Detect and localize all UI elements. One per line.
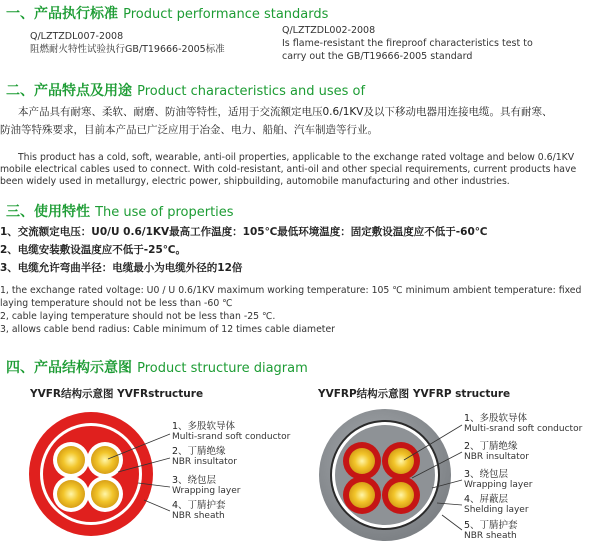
yvfrp-cable-cross-section (319, 409, 462, 541)
yvfrp-label-2 (464, 441, 529, 463)
standard-left-line: 阻燃耐火特性试验执行GB/T19666-2005标准 (30, 44, 225, 55)
label-en: NBR sheath (172, 511, 225, 521)
yvfr-label-3 (172, 475, 241, 497)
section4-title-zh: 四、产品结构示意图 (6, 360, 132, 376)
yvfr-diagram-title: YVFR结构示意图 YVFRstructure (30, 388, 204, 400)
yvfr-cable-cross-section (29, 412, 170, 536)
standard-right-line: Is flame-resistant the fireproof characteristics test to (282, 38, 533, 49)
section2-title-zh: 二、产品特点及用途 (6, 83, 132, 99)
property-line: 1, the exchange rated voltage: U0 / U 0.6/1KV maximum working temperature: 105 ℃ minimum ambient temperature: fixed (0, 285, 582, 296)
property-line: 2, cable laying temperature should not be less than -25 ℃. (0, 311, 276, 322)
label-zh: 3、绕包层 (172, 475, 217, 486)
paragraph-line: been widely used in metallurgy, electric power, shipbuilding, automobile manufacturing and other industries. (0, 176, 510, 187)
standard-right-line: carry out the GB/T19666-2005 standard (282, 51, 473, 62)
property-line: 2、电缆安装敷设温度应不低于-25℃。 (0, 244, 186, 256)
section3-title-en: The use of properties (95, 205, 234, 220)
label-zh: 4、丁腈护套 (172, 500, 226, 511)
yvfrp-label-1 (464, 413, 582, 435)
section3-title-zh: 三、使用特性 (6, 204, 90, 220)
label-zh: 4、屏蔽层 (464, 494, 509, 505)
label-en: NBR sheath (464, 531, 517, 541)
label-zh: 3、绕包层 (464, 469, 509, 480)
standard-right-line: Q/LZTZDL002-2008 (282, 25, 376, 36)
label-zh: 5、丁腈护套 (464, 520, 518, 531)
label-zh: 1、多股软导体 (172, 421, 236, 432)
label-en: Multi-srand soft conductor (172, 432, 291, 442)
section2-title-en: Product characteristics and uses of (137, 84, 366, 99)
label-zh: 2、丁腈绝缘 (464, 441, 518, 452)
section1-title-en: Product performance standards (123, 7, 329, 22)
label-en: Multi-srand soft conductor (464, 424, 583, 434)
yvfrp-label-3 (464, 469, 533, 491)
inner-fill (43, 426, 139, 522)
label-en: Shelding layer (464, 505, 529, 515)
property-line: 3、电缆允许弯曲半径：电缆最小为电缆外径的12倍 (0, 262, 243, 274)
label-zh: 2、丁腈绝缘 (172, 446, 226, 457)
property-line: laying temperature should not be less than -60 ℃ (0, 298, 233, 309)
yvfr-label-1 (172, 421, 290, 443)
standard-left-line: Q/LZTZDL007-2008 (30, 31, 124, 42)
property-line: 3, allows cable bend radius: Cable minimum of 12 times cable diameter (0, 324, 335, 335)
yvfrp-label-4 (464, 494, 529, 516)
yvfrp-label-5 (464, 520, 518, 542)
paragraph-line: 防油等特殊要求，目前本产品已广泛应用于冶金、电力、船舶、汽车制造等行业。 (0, 124, 378, 136)
yvfr-label-2 (172, 446, 237, 468)
yvfr-label-4 (172, 500, 226, 522)
label-en: NBR insultator (464, 452, 529, 462)
yvfrp-diagram-title: YVFRP结构示意图 YVFRP structure (318, 388, 511, 400)
paragraph-line: mobile electrical cables used to connect. With cold-resistant, anti-oil and other special requirements, current products have (0, 164, 577, 175)
section4-title-en: Product structure diagram (137, 361, 308, 376)
label-en: Wrapping layer (172, 486, 241, 496)
paragraph-line: 本产品具有耐寒、柔软、耐磨、防油等特性，适用于交流额定电压0.6/1KV及以下移动电器用连接电缆。具有耐寒、 (18, 106, 553, 118)
section1-title-zh: 一、产品执行标准 (6, 6, 118, 22)
label-zh: 1、多股软导体 (464, 413, 528, 424)
property-line: 1、交流额定电压：U0/U 0.6/1KV最高工作温度：105℃最低环境温度：固定敷设温度应不低于-60℃ (0, 226, 488, 238)
paragraph-line: This product has a cold, soft, wearable, anti-oil properties, applicable to the exchange rated voltage and below 0.6/1KV (18, 152, 575, 163)
label-en: NBR insultator (172, 457, 237, 467)
label-en: Wrapping layer (464, 480, 533, 490)
